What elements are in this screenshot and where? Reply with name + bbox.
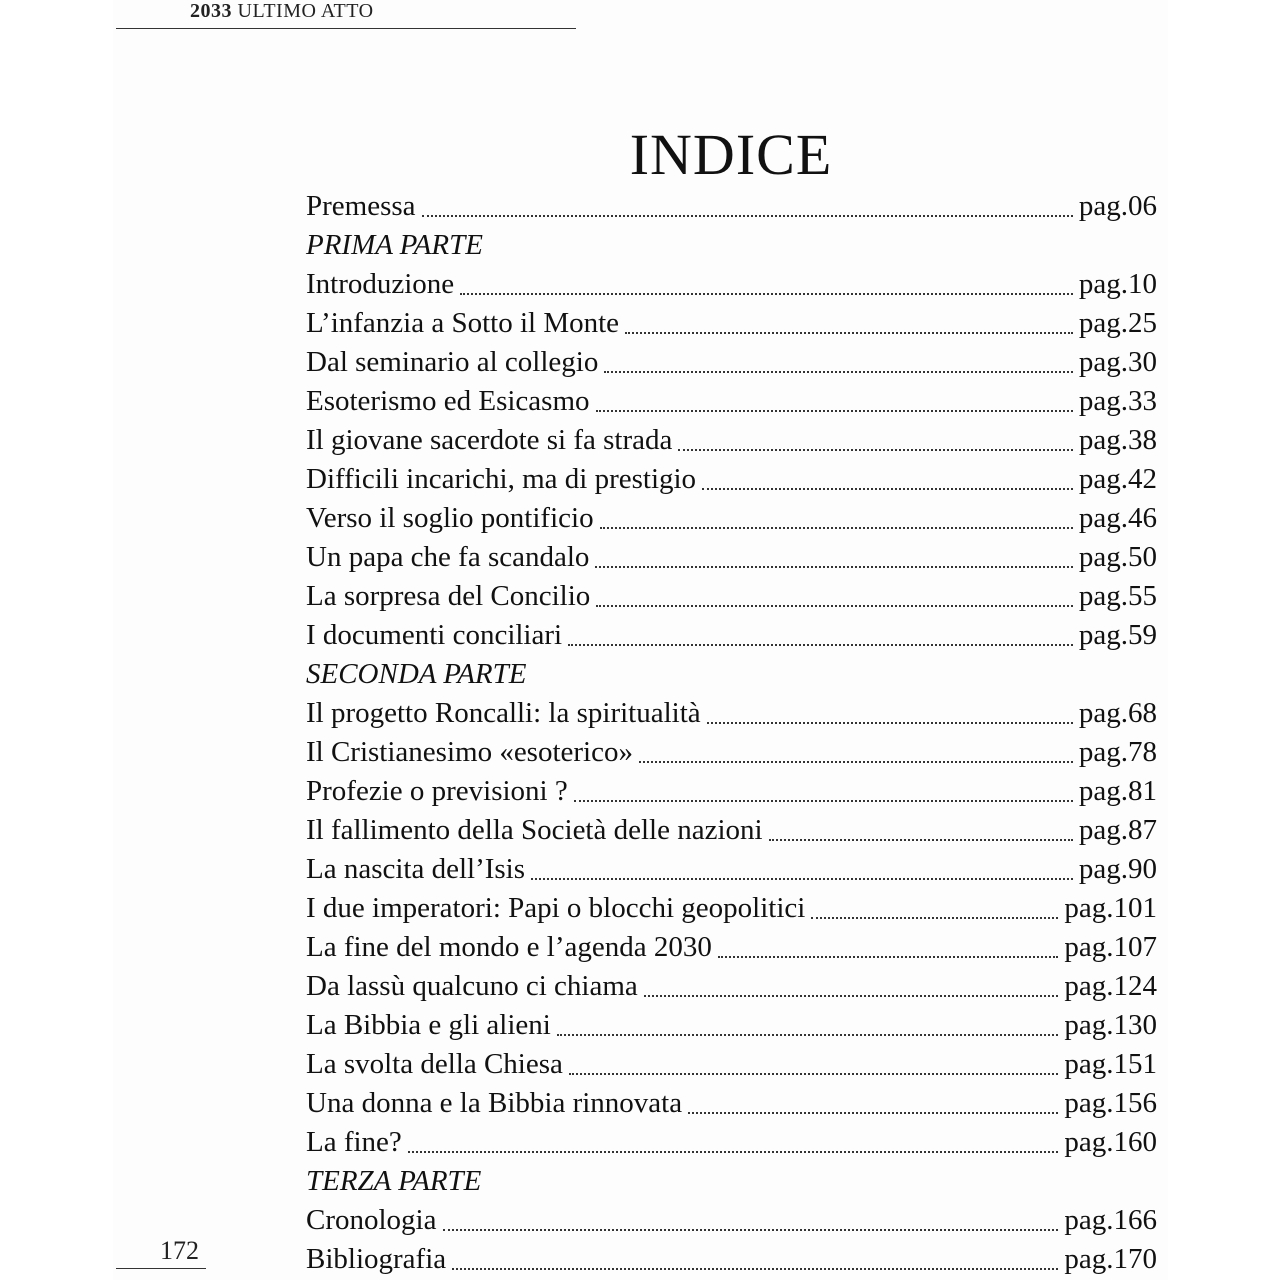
entry-page-ref: pag.50 (1078, 541, 1157, 573)
entry-page-ref: pag.59 (1078, 619, 1157, 651)
dot-leader (625, 332, 1073, 334)
entry-title: La nascita dell’Isis (306, 853, 526, 885)
dot-leader (569, 1073, 1058, 1075)
entry-title: Il progetto Roncalli: la spiritualità (306, 697, 701, 729)
toc-entry (306, 1123, 1157, 1162)
toc-entry (306, 1084, 1157, 1123)
entry-title: Premessa (306, 190, 416, 222)
entry-title: I due imperatori: Papi o blocchi geopolitici (306, 892, 806, 924)
table-of-contents (306, 187, 1157, 1279)
footer-rule (116, 1268, 206, 1269)
entry-title: Profezie o previsioni ? (306, 775, 568, 807)
toc-entry (306, 187, 1157, 226)
entry-title: La Bibbia e gli alieni (306, 1009, 551, 1041)
toc-entry (306, 1045, 1157, 1084)
dot-leader (702, 488, 1073, 490)
entry-title: Verso il soglio pontificio (306, 502, 594, 534)
entry-page-ref: pag.10 (1078, 268, 1157, 300)
toc-entry (306, 1006, 1157, 1045)
toc-entry (306, 850, 1157, 889)
entry-page-ref: pag.55 (1078, 580, 1157, 612)
dot-leader (422, 215, 1073, 217)
entry-title: Il giovane sacerdote si fa strada (306, 424, 673, 456)
entry-title: Bibliografia (306, 1243, 447, 1275)
running-head-title: ULTIMO ATTO (237, 0, 374, 22)
entry-page-ref: pag.46 (1078, 502, 1157, 534)
toc-entry (306, 928, 1157, 967)
section-title: TERZA PARTE (306, 1165, 482, 1197)
entry-title: La svolta della Chiesa (306, 1048, 563, 1080)
page-title: INDICE (629, 122, 833, 187)
toc-section-heading (306, 655, 1157, 694)
toc-entry (306, 343, 1157, 382)
running-head (190, 0, 374, 23)
entry-page-ref: pag.38 (1078, 424, 1157, 456)
dot-leader (604, 371, 1073, 373)
dot-leader (443, 1229, 1059, 1231)
entry-title: Un papa che fa scandalo (306, 541, 590, 573)
toc-entry (306, 499, 1157, 538)
toc-entry (306, 1240, 1157, 1279)
dot-leader (557, 1034, 1059, 1036)
dot-leader (718, 956, 1059, 958)
dot-leader (600, 527, 1073, 529)
entry-title: Cronologia (306, 1204, 437, 1236)
entry-title: Difficili incarichi, ma di prestigio (306, 463, 697, 495)
dot-leader (408, 1151, 1059, 1153)
entry-title: Dal seminario al collegio (306, 346, 599, 378)
toc-entry (306, 733, 1157, 772)
page-number: 172 (160, 1236, 199, 1265)
header-rule (116, 28, 576, 29)
dot-leader (644, 995, 1059, 997)
entry-title: I documenti conciliari (306, 619, 563, 651)
dot-leader (596, 605, 1073, 607)
section-title: PRIMA PARTE (306, 229, 483, 261)
entry-page-ref: pag.06 (1078, 190, 1157, 222)
toc-entry (306, 265, 1157, 304)
entry-title: Introduzione (306, 268, 455, 300)
toc-section-heading (306, 226, 1157, 265)
toc-entry (306, 304, 1157, 343)
entry-page-ref: pag.156 (1064, 1087, 1157, 1119)
toc-entry (306, 460, 1157, 499)
entry-title: Il fallimento della Società delle nazioni (306, 814, 763, 846)
dot-leader (811, 917, 1058, 919)
dot-leader (769, 839, 1073, 841)
dot-leader (531, 878, 1073, 880)
entry-page-ref: pag.170 (1064, 1243, 1157, 1275)
section-title: SECONDA PARTE (306, 658, 527, 690)
dot-leader (707, 722, 1073, 724)
entry-page-ref: pag.151 (1064, 1048, 1157, 1080)
dot-leader (639, 761, 1073, 763)
entry-title: Una donna e la Bibbia rinnovata (306, 1087, 683, 1119)
entry-title: Esoterismo ed Esicasmo (306, 385, 590, 417)
entry-title: La fine? (306, 1126, 402, 1158)
entry-title: Da lassù qualcuno ci chiama (306, 970, 638, 1002)
entry-page-ref: pag.101 (1064, 892, 1157, 924)
toc-entry (306, 811, 1157, 850)
entry-page-ref: pag.33 (1078, 385, 1157, 417)
entry-page-ref: pag.25 (1078, 307, 1157, 339)
entry-page-ref: pag.81 (1078, 775, 1157, 807)
dot-leader (460, 293, 1073, 295)
dot-leader (452, 1268, 1058, 1270)
entry-title: La fine del mondo e l’agenda 2030 (306, 931, 712, 963)
entry-page-ref: pag.90 (1078, 853, 1157, 885)
entry-title: L’infanzia a Sotto il Monte (306, 307, 620, 339)
entry-page-ref: pag.160 (1064, 1126, 1157, 1158)
toc-section-heading (306, 1162, 1157, 1201)
dot-leader (574, 800, 1073, 802)
entry-page-ref: pag.78 (1078, 736, 1157, 768)
toc-entry (306, 538, 1157, 577)
running-head-year: 2033 (190, 0, 232, 22)
toc-entry (306, 577, 1157, 616)
dot-leader (688, 1112, 1058, 1114)
toc-entry (306, 772, 1157, 811)
dot-leader (595, 566, 1072, 568)
entry-page-ref: pag.87 (1078, 814, 1157, 846)
dot-leader (596, 410, 1073, 412)
entry-page-ref: pag.42 (1078, 463, 1157, 495)
toc-entry (306, 889, 1157, 928)
toc-entry (306, 616, 1157, 655)
entry-page-ref: pag.107 (1064, 931, 1157, 963)
entry-page-ref: pag.68 (1078, 697, 1157, 729)
entry-title: Il Cristianesimo «esoterico» (306, 736, 633, 768)
dot-leader (678, 449, 1073, 451)
entry-title: La sorpresa del Concilio (306, 580, 591, 612)
entry-page-ref: pag.130 (1064, 1009, 1157, 1041)
entry-page-ref: pag.30 (1078, 346, 1157, 378)
entry-page-ref: pag.124 (1064, 970, 1157, 1002)
toc-entry (306, 382, 1157, 421)
toc-entry (306, 1201, 1157, 1240)
toc-entry (306, 694, 1157, 733)
toc-entry (306, 967, 1157, 1006)
toc-entry (306, 421, 1157, 460)
entry-page-ref: pag.166 (1064, 1204, 1157, 1236)
dot-leader (568, 644, 1073, 646)
